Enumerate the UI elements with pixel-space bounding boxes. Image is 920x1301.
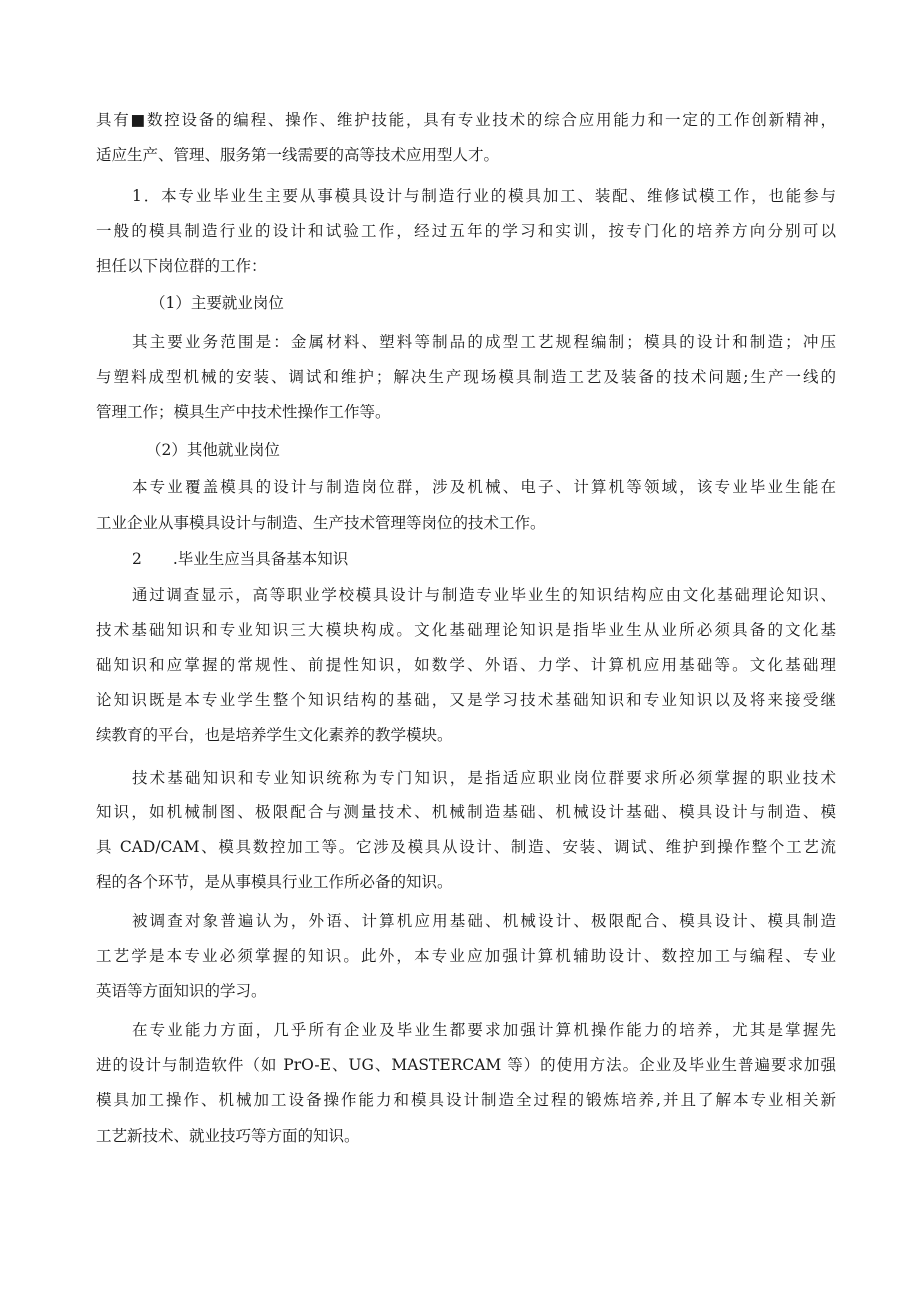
text-line: 一般的模具制造行业的设计和试验工作，经过五年的学习和实训，按专门化的培养方向分别可以 bbox=[96, 222, 836, 240]
text-line: 础知识和应掌握的常规性、前提性知识，如数学、外语、力学、计算机应用基础等。文化基础理 bbox=[96, 656, 836, 674]
text-line: 技术基础知识和专业知识统称为专门知识，是指适应职业岗位群要求所必须掌握的职业技术 bbox=[132, 769, 836, 787]
text-line: 通过调查显示，高等职业学校模具设计与制造专业毕业生的知识结构应由文化基础理论知识、 bbox=[132, 586, 836, 604]
text-line: 2 .毕业生应当具备基本知识 bbox=[132, 550, 349, 568]
text-line: 知识，如机械制图、极限配合与测量技术、机械制造基础、机械设计基础、模具设计与制造、模 bbox=[96, 803, 836, 821]
text-line: （2）其他就业岗位 bbox=[146, 441, 280, 459]
text-line: 在专业能力方面，几乎所有企业及毕业生都要求加强计算机操作能力的培养，尤其是掌握先 bbox=[132, 1021, 836, 1039]
text-line: （1）主要就业岗位 bbox=[150, 294, 284, 312]
text-line: 技术基础知识和专业知识三大模块构成。文化基础理论知识是指毕业生从业所必须具备的文化基 bbox=[96, 621, 836, 639]
text-line: 模具加工操作、机械加工设备操作能力和模具设计制造全过程的锻炼培养,并且了解本专业相关新 bbox=[96, 1091, 836, 1109]
text-line: 论知识既是本专业学生整个知识结构的基础，又是学习技术基础知识和专业知识以及将来接受继 bbox=[96, 691, 836, 709]
text-line: 具有■数控设备的编程、操作、维护技能，具有专业技术的综合应用能力和一定的工作创新精神， bbox=[96, 111, 836, 129]
text-line: 与塑料成型机械的安装、调试和维护；解决生产现场模具制造工艺及装备的技术问题;生产一线的 bbox=[96, 368, 836, 386]
text-line: 其主要业务范围是：金属材料、塑料等制品的成型工艺规程编制；模具的设计和制造；冲压 bbox=[132, 333, 836, 351]
text-line: 续教育的平台，也是培养学生文化素养的教学模块。 bbox=[96, 726, 453, 744]
text-line: 具 CAD/CAM、模具数控加工等。它涉及模具从设计、制造、安装、调试、维护到操作整个工艺流 bbox=[96, 838, 836, 856]
text-line: 程的各个环节，是从事模具行业工作所必备的知识。 bbox=[96, 873, 453, 891]
text-line: 工艺学是本专业必须掌握的知识。此外，本专业应加强计算机辅助设计、数控加工与编程、专业 bbox=[96, 947, 836, 965]
text-line: 1．本专业毕业生主要从事模具设计与制造行业的模具加工、装配、维修试模工作，也能参与 bbox=[132, 187, 836, 205]
text-line: 担任以下岗位群的工作： bbox=[96, 257, 267, 275]
text-line: 进的设计与制造软件（如 PrO-E、UG、MASTERCAM 等）的使用方法。企业及毕业生普遍要求加强 bbox=[96, 1056, 836, 1074]
text-line: 工艺新技术、就业技巧等方面的知识。 bbox=[96, 1127, 360, 1145]
text-line: 本专业覆盖模具的设计与制造岗位群，涉及机械、电子、计算机等领域，该专业毕业生能在 bbox=[132, 478, 836, 496]
text-line: 工业企业从事模具设计与制造、生产技术管理等岗位的技术工作。 bbox=[96, 514, 546, 532]
text-line: 管理工作；模具生产中技术性操作工作等。 bbox=[96, 403, 391, 421]
text-line: 被调查对象普遍认为，外语、计算机应用基础、机械设计、极限配合、模具设计、模具制造 bbox=[132, 912, 836, 930]
text-line: 适应生产、管理、服务第一线需要的高等技术应用型人才。 bbox=[96, 146, 500, 164]
text-line: 英语等方面知识的学习。 bbox=[96, 982, 267, 1000]
